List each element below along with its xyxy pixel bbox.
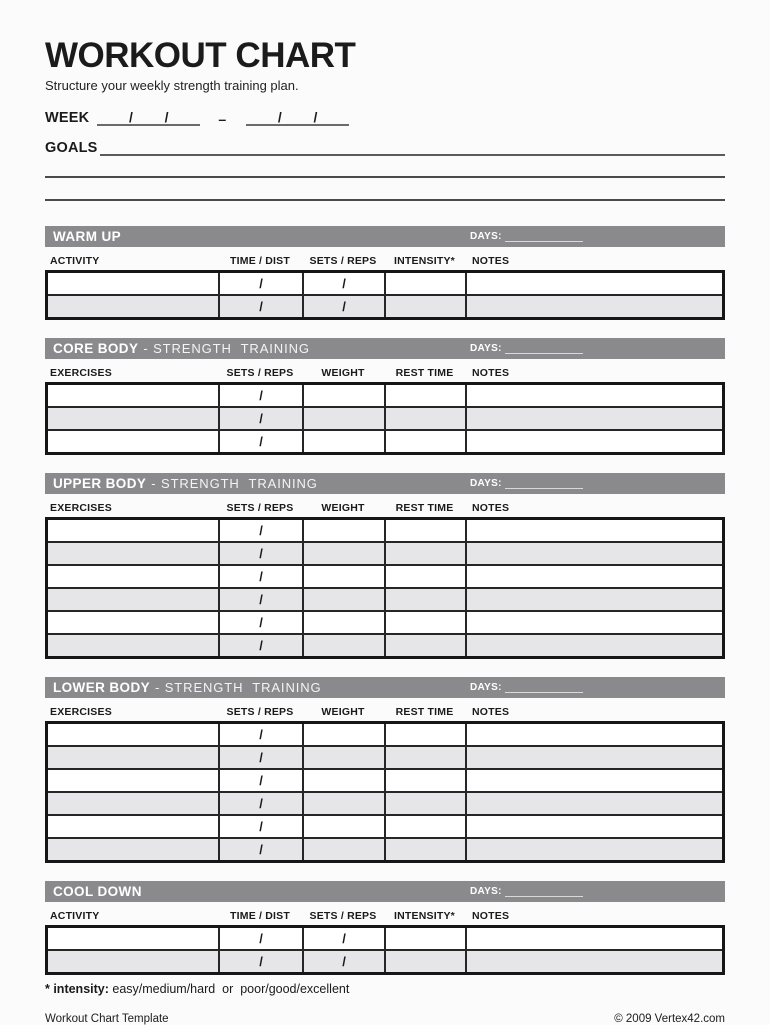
section-warm-up: [45, 226, 725, 320]
cell-notes-field[interactable]: [465, 816, 722, 837]
cell-rest-time-field[interactable]: [384, 635, 465, 656]
section-lower-body: [45, 677, 725, 863]
column-header-row: [45, 367, 725, 380]
column-header-row: [45, 502, 725, 515]
slash-separator: /: [259, 796, 263, 811]
cell-time-dist-field[interactable]: [218, 296, 302, 317]
table-row: [48, 520, 722, 541]
cell-sets-reps-field[interactable]: [218, 385, 302, 406]
cell-weight-field[interactable]: [302, 612, 384, 633]
goals-input-line[interactable]: [45, 176, 725, 178]
column-header-row: [45, 706, 725, 719]
cell-activity-field[interactable]: [48, 296, 218, 317]
cell-exercises-field[interactable]: [48, 747, 218, 768]
cell-exercises-field[interactable]: [48, 816, 218, 837]
cell-sets-reps-field[interactable]: [218, 566, 302, 587]
column-header-intensity: INTENSITY*: [394, 910, 455, 922]
section-title: WARM UP: [53, 229, 122, 244]
cell-sets-reps-field[interactable]: [218, 612, 302, 633]
column-header-activity: ACTIVITY: [50, 255, 100, 267]
cell-sets-reps-field[interactable]: [218, 635, 302, 656]
cell-notes-field[interactable]: [465, 385, 722, 406]
slash-separator: /: [259, 750, 263, 765]
cell-weight-field[interactable]: [302, 770, 384, 791]
cell-weight-field[interactable]: [302, 635, 384, 656]
slash-separator: /: [259, 638, 263, 653]
section-upper-body: [45, 473, 725, 659]
cell-notes-field[interactable]: [465, 566, 722, 587]
cell-rest-time-field[interactable]: [384, 612, 465, 633]
cell-sets-reps-field[interactable]: [218, 816, 302, 837]
cell-notes-field[interactable]: [465, 520, 722, 541]
column-header-row: [45, 255, 725, 268]
section-cool-down: [45, 881, 725, 975]
cell-weight-field[interactable]: [302, 566, 384, 587]
cell-sets-reps-field[interactable]: [218, 408, 302, 429]
slash-separator: /: [259, 727, 263, 742]
slash-separator: /: [259, 546, 263, 561]
table-row: [48, 610, 722, 633]
cell-exercises-field[interactable]: [48, 520, 218, 541]
cell-rest-time-field[interactable]: [384, 770, 465, 791]
page-subtitle: Structure your weekly strength training plan.: [45, 78, 299, 93]
footer-template-name: Workout Chart Template: [45, 1013, 169, 1025]
cell-sets-reps-field[interactable]: [218, 770, 302, 791]
column-header-notes: NOTES: [472, 255, 510, 267]
section-header-bar: [45, 677, 725, 698]
slash-separator: /: [342, 299, 346, 314]
week-start-date-field[interactable]: [97, 109, 200, 126]
column-header-notes: NOTES: [472, 910, 510, 922]
slash-separator: /: [259, 931, 263, 946]
days-label: DAYS:: [470, 886, 502, 897]
section-subtitle: - STRENGTH TRAINING: [143, 341, 310, 356]
cell-sets-reps-field[interactable]: [218, 793, 302, 814]
cell-notes-field[interactable]: [465, 839, 722, 860]
week-range-dash: –: [218, 111, 227, 127]
section-subtitle: - STRENGTH TRAINING: [151, 476, 318, 491]
cell-rest-time-field[interactable]: [384, 747, 465, 768]
slash-separator: /: [342, 931, 346, 946]
cell-notes-field[interactable]: [465, 747, 722, 768]
days-field[interactable]: [470, 226, 583, 247]
column-header-notes: NOTES: [472, 706, 510, 718]
section-header-bar: [45, 881, 725, 902]
date-slash: /: [277, 109, 282, 125]
cell-weight-field[interactable]: [302, 543, 384, 564]
cell-notes-field[interactable]: [465, 635, 722, 656]
goals-label: GOALS: [45, 140, 98, 156]
days-label: DAYS:: [470, 478, 502, 489]
column-header-row: [45, 910, 725, 923]
section-table: [45, 270, 725, 320]
cell-exercises-field[interactable]: [48, 385, 218, 406]
intensity-footnote-prefix: * intensity:: [45, 982, 109, 996]
cell-weight-field[interactable]: [302, 408, 384, 429]
section-title: LOWER BODY: [53, 680, 150, 695]
days-input-line[interactable]: [505, 231, 583, 242]
cell-rest-time-field[interactable]: [384, 543, 465, 564]
table-row: [48, 541, 722, 564]
cell-intensity-field[interactable]: [384, 273, 465, 294]
column-header-time-dist: TIME / DIST: [230, 255, 290, 267]
days-input-line[interactable]: [505, 343, 583, 354]
cell-rest-time-field[interactable]: [384, 724, 465, 745]
slash-separator: /: [259, 592, 263, 607]
cell-rest-time-field[interactable]: [384, 520, 465, 541]
table-row: [48, 724, 722, 745]
column-header-notes: NOTES: [472, 502, 510, 514]
cell-weight-field[interactable]: [302, 431, 384, 452]
column-header-sets-reps: SETS / REPS: [309, 255, 377, 267]
section-header-bar: [45, 338, 725, 359]
date-slash: /: [129, 109, 133, 125]
slash-separator: /: [259, 842, 263, 857]
section-table: [45, 382, 725, 455]
table-row: [48, 837, 722, 860]
column-header-intensity: INTENSITY*: [394, 255, 455, 267]
cell-exercises-field[interactable]: [48, 408, 218, 429]
days-input-line[interactable]: [505, 886, 583, 897]
goals-input-line[interactable]: [100, 140, 725, 156]
slash-separator: /: [259, 569, 263, 584]
cell-activity-field[interactable]: [48, 273, 218, 294]
cell-notes-field[interactable]: [465, 273, 722, 294]
cell-intensity-field[interactable]: [384, 951, 465, 972]
column-header-weight: WEIGHT: [321, 367, 365, 379]
cell-intensity-field[interactable]: [384, 296, 465, 317]
cell-sets-reps-field[interactable]: [302, 928, 384, 949]
cell-rest-time-field[interactable]: [384, 566, 465, 587]
cell-activity-field[interactable]: [48, 951, 218, 972]
table-row: [48, 791, 722, 814]
cell-sets-reps-field[interactable]: [218, 520, 302, 541]
table-row: [48, 406, 722, 429]
cell-notes-field[interactable]: [465, 951, 722, 972]
cell-exercises-field[interactable]: [48, 543, 218, 564]
cell-time-dist-field[interactable]: [218, 928, 302, 949]
cell-sets-reps-field[interactable]: [218, 589, 302, 610]
column-header-weight: WEIGHT: [321, 706, 365, 718]
cell-time-dist-field[interactable]: [218, 951, 302, 972]
cell-sets-reps-field[interactable]: [218, 543, 302, 564]
section-subtitle: - STRENGTH TRAINING: [155, 680, 322, 695]
table-row: [48, 587, 722, 610]
column-header-sets-reps: SETS / REPS: [226, 367, 294, 379]
table-row: [48, 949, 722, 972]
table-row: [48, 564, 722, 587]
cell-time-dist-field[interactable]: [218, 273, 302, 294]
cell-notes-field[interactable]: [465, 408, 722, 429]
section-header-bar: [45, 473, 725, 494]
cell-exercises-field[interactable]: [48, 431, 218, 452]
cell-exercises-field[interactable]: [48, 839, 218, 860]
cell-sets-reps-field[interactable]: [218, 724, 302, 745]
days-field[interactable]: [470, 473, 583, 494]
cell-sets-reps-field[interactable]: [218, 431, 302, 452]
cell-sets-reps-field[interactable]: [218, 839, 302, 860]
slash-separator: /: [259, 299, 263, 314]
cell-weight-field[interactable]: [302, 747, 384, 768]
cell-weight-field[interactable]: [302, 793, 384, 814]
column-header-notes: NOTES: [472, 367, 510, 379]
cell-sets-reps-field[interactable]: [302, 296, 384, 317]
cell-rest-time-field[interactable]: [384, 793, 465, 814]
days-label: DAYS:: [470, 343, 502, 354]
table-row: [48, 633, 722, 656]
cell-exercises-field[interactable]: [48, 589, 218, 610]
column-header-rest-time: REST TIME: [395, 367, 454, 379]
slash-separator: /: [259, 276, 263, 291]
goals-input-line[interactable]: [45, 199, 725, 201]
cell-notes-field[interactable]: [465, 928, 722, 949]
cell-exercises-field[interactable]: [48, 612, 218, 633]
cell-rest-time-field[interactable]: [384, 408, 465, 429]
slash-separator: /: [259, 954, 263, 969]
cell-weight-field[interactable]: [302, 385, 384, 406]
slash-separator: /: [259, 411, 263, 426]
cell-activity-field[interactable]: [48, 928, 218, 949]
slash-separator: /: [342, 276, 346, 291]
slash-separator: /: [259, 773, 263, 788]
section-table: [45, 925, 725, 975]
slash-separator: /: [259, 819, 263, 834]
cell-weight-field[interactable]: [302, 839, 384, 860]
intensity-footnote: [45, 982, 725, 996]
column-header-weight: WEIGHT: [321, 502, 365, 514]
cell-sets-reps-field[interactable]: [218, 747, 302, 768]
column-header-exercises: EXERCISES: [50, 367, 112, 379]
section-header-bar: [45, 226, 725, 247]
cell-notes-field[interactable]: [465, 724, 722, 745]
slash-separator: /: [259, 615, 263, 630]
cell-rest-time-field[interactable]: [384, 589, 465, 610]
table-row: [48, 273, 722, 294]
table-row: [48, 429, 722, 452]
cell-rest-time-field[interactable]: [384, 816, 465, 837]
slash-separator: /: [259, 523, 263, 538]
days-field[interactable]: [470, 677, 583, 698]
cell-rest-time-field[interactable]: [384, 385, 465, 406]
column-header-time-dist: TIME / DIST: [230, 910, 290, 922]
footer-copyright: © 2009 Vertex42.com: [614, 1013, 725, 1025]
cell-weight-field[interactable]: [302, 589, 384, 610]
column-header-sets-reps: SETS / REPS: [226, 502, 294, 514]
column-header-rest-time: REST TIME: [395, 502, 454, 514]
days-label: DAYS:: [470, 682, 502, 693]
week-end-date-field[interactable]: [246, 109, 349, 126]
column-header-rest-time: REST TIME: [395, 706, 454, 718]
section-title: COOL DOWN: [53, 884, 142, 899]
table-row: [48, 814, 722, 837]
page-footer: [45, 1013, 725, 1025]
cell-rest-time-field[interactable]: [384, 431, 465, 452]
cell-rest-time-field[interactable]: [384, 839, 465, 860]
column-header-sets-reps: SETS / REPS: [226, 706, 294, 718]
cell-notes-field[interactable]: [465, 612, 722, 633]
section-table: [45, 517, 725, 659]
days-input-line[interactable]: [505, 682, 583, 693]
goals-row: [45, 140, 725, 156]
slash-separator: /: [342, 954, 346, 969]
date-slash: /: [164, 109, 169, 125]
days-label: DAYS:: [470, 231, 502, 242]
cell-notes-field[interactable]: [465, 770, 722, 791]
cell-weight-field[interactable]: [302, 724, 384, 745]
cell-sets-reps-field[interactable]: [302, 951, 384, 972]
cell-weight-field[interactable]: [302, 816, 384, 837]
date-slash: /: [313, 109, 318, 125]
table-row: [48, 385, 722, 406]
section-table: [45, 721, 725, 863]
cell-notes-field[interactable]: [465, 793, 722, 814]
slash-separator: /: [259, 434, 263, 449]
column-header-sets-reps: SETS / REPS: [309, 910, 377, 922]
cell-intensity-field[interactable]: [384, 928, 465, 949]
cell-notes-field[interactable]: [465, 296, 722, 317]
sections-root: [45, 226, 725, 975]
column-header-activity: ACTIVITY: [50, 910, 100, 922]
table-row: [48, 768, 722, 791]
cell-notes-field[interactable]: [465, 431, 722, 452]
cell-sets-reps-field[interactable]: [302, 273, 384, 294]
page-title: WORKOUT CHART: [45, 36, 356, 75]
section-title: UPPER BODY: [53, 476, 147, 491]
days-input-line[interactable]: [505, 478, 583, 489]
slash-separator: /: [259, 388, 263, 403]
column-header-exercises: EXERCISES: [50, 706, 112, 718]
section-core-body: [45, 338, 725, 455]
week-row: [45, 110, 725, 126]
days-field[interactable]: [470, 881, 583, 902]
cell-exercises-field[interactable]: [48, 770, 218, 791]
week-label: WEEK: [45, 110, 90, 126]
cell-exercises-field[interactable]: [48, 635, 218, 656]
section-title: CORE BODY: [53, 341, 139, 356]
days-field[interactable]: [470, 338, 583, 359]
table-row: [48, 928, 722, 949]
cell-exercises-field[interactable]: [48, 566, 218, 587]
column-header-exercises: EXERCISES: [50, 502, 112, 514]
table-row: [48, 745, 722, 768]
cell-notes-field[interactable]: [465, 589, 722, 610]
cell-weight-field[interactable]: [302, 520, 384, 541]
cell-exercises-field[interactable]: [48, 793, 218, 814]
table-row: [48, 294, 722, 317]
intensity-footnote-text: easy/medium/hard or poor/good/excellent: [108, 982, 350, 996]
cell-exercises-field[interactable]: [48, 724, 218, 745]
cell-notes-field[interactable]: [465, 543, 722, 564]
